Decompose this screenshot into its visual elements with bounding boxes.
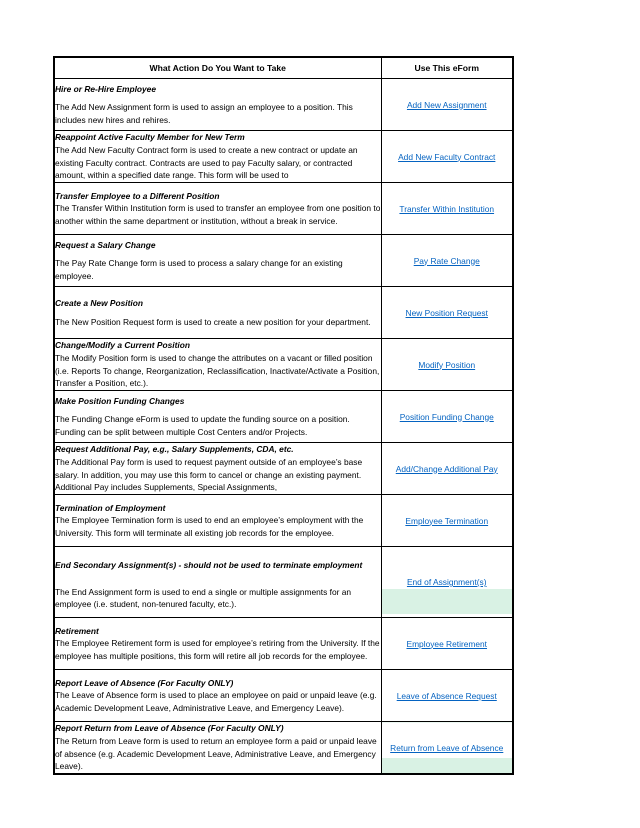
eform-link-end-of-assignments[interactable]: End of Assignment(s) [406, 577, 487, 587]
action-cell [54, 131, 381, 183]
action-title: Report Return from Leave of Absence (For Faculty ONLY) [55, 723, 284, 734]
action-description: The Employee Retirement form is used for employee’s retiring from the University. If the employee has multiple positions, this form will retire all job records for the employee. [55, 638, 380, 661]
action-cell [54, 443, 381, 495]
eform-cell [381, 722, 513, 775]
action-title: Report Leave of Absence (For Faculty ONLY) [55, 677, 234, 688]
action-cell [54, 183, 381, 235]
action-cell [54, 235, 381, 287]
action-cell [54, 287, 381, 339]
action-description: The Add New Faculty Contract form is used to create a new contract or update an existing Faculty contract. Contracts are used to pay Faculty salary, or contracted amount, within a specified date range. This form will be used to [55, 144, 358, 181]
action-description: The Funding Change eForm is used to update the funding source on a position. Funding can be split between multiple Cost Centers and/or Projects. [55, 414, 350, 437]
action-description: The Return from Leave form is used to return an employee form a paid or unpaid leave of absence (e.g. Academic Development Leave, Administrative Leave, and Emergency Leave). [55, 735, 377, 772]
eform-cell [381, 391, 513, 443]
table-row [54, 443, 513, 495]
action-description: The New Position Request form is used to create a new position for your department. [55, 316, 371, 327]
eform-cell [381, 443, 513, 495]
table-row [54, 722, 513, 775]
eform-link-position-funding-change[interactable]: Position Funding Change [399, 411, 494, 422]
eform-cell [381, 235, 513, 287]
action-title: Reappoint Active Faculty Member for New Term [55, 132, 245, 143]
highlight-fill [382, 589, 513, 614]
table-row [54, 618, 513, 670]
eform-link-return-from-leave-of-absence[interactable]: Return from Leave of Absence [390, 742, 504, 753]
action-title: Termination of Employment [55, 502, 166, 513]
action-title: Transfer Employee to a Different Position [55, 190, 220, 201]
eform-cell [381, 618, 513, 670]
action-column-header: What Action Do You Want to Take [54, 57, 381, 79]
table-row [54, 547, 513, 618]
eform-guide-table [53, 56, 514, 775]
table-row [54, 287, 513, 339]
eform-cell [381, 339, 513, 391]
table-row [54, 339, 513, 391]
table-row [54, 131, 513, 183]
eform-cell [381, 79, 513, 131]
eform-cell [381, 547, 513, 618]
table-row [54, 670, 513, 722]
eform-link-leave-of-absence-request[interactable]: Leave of Absence Request [396, 690, 497, 701]
eform-link-pay-rate-change[interactable]: Pay Rate Change [413, 255, 480, 266]
eform-link-employee-retirement[interactable]: Employee Retirement [406, 638, 488, 649]
action-cell [54, 79, 381, 131]
table-row [54, 495, 513, 547]
action-description: The End Assignment form is used to end a single or multiple assignments for an employee (i.e. student, non-tenured faculty, etc.). [55, 586, 352, 610]
eform-cell [381, 495, 513, 547]
action-description: The Employee Termination form is used to end an employee’s employment with the University. This form will terminate all existing job records for the employee. [55, 515, 364, 538]
action-title: Change/Modify a Current Position [55, 340, 190, 351]
action-title: Request a Salary Change [55, 239, 156, 250]
action-title: End Secondary Assignment(s) - should not be used to terminate employment [55, 560, 363, 571]
eform-link-transfer-within-institution[interactable]: Transfer Within Institution [399, 203, 495, 214]
eform-cell [381, 287, 513, 339]
action-cell [54, 618, 381, 670]
action-cell [54, 670, 381, 722]
action-description: The Add New Assignment form is used to assign an employee to a position. This includes new hires and rehires. [55, 102, 353, 125]
table-row [54, 79, 513, 131]
action-description: The Additional Pay form is used to request payment outside of an employee’s base salary. In addition, you may use this form to cancel or change an existing payment. Additional Pay includes Supplements, Special Assignments, [55, 456, 363, 493]
eform-link-add-new-assignment[interactable]: Add New Assignment [406, 99, 487, 110]
table-row [54, 183, 513, 235]
eform-link-new-position-request[interactable]: New Position Request [405, 307, 488, 318]
action-cell [54, 339, 381, 391]
header-row [54, 57, 513, 79]
eform-link-add-change-additional-pay[interactable]: Add/Change Additional Pay [395, 463, 498, 474]
eform-column-header: Use This eForm [381, 57, 513, 79]
action-description: The Modify Position form is used to change the attributes on a vacant or filled position (i.e. Reports To change, Reorganization, Reclassification, Inactivate/Activate a Position, Transfer a Position, etc.). [55, 352, 380, 389]
action-cell [54, 391, 381, 443]
action-description: The Transfer Within Institution form is used to transfer an employee from one position to another within the same department or institution, without a break in service. [55, 203, 381, 226]
eform-cell [381, 183, 513, 235]
action-title: Create a New Position [55, 297, 143, 308]
action-title: Hire or Re-Hire Employee [55, 83, 156, 94]
eform-link-add-new-faculty-contract[interactable]: Add New Faculty Contract [398, 151, 496, 162]
action-title: Make Position Funding Changes [55, 395, 185, 406]
action-description: The Leave of Absence form is used to place an employee on paid or unpaid leave (e.g. Academic Development Leave, Administrative Leave, and Emergency Leave). [55, 690, 377, 713]
action-title: Request Additional Pay, e.g., Salary Supplements, CDA, etc. [55, 444, 294, 455]
eform-link-employee-termination[interactable]: Employee Termination [405, 515, 489, 526]
eform-link-modify-position[interactable]: Modify Position [418, 359, 476, 370]
action-title: Retirement [55, 625, 99, 636]
action-cell [54, 547, 381, 618]
action-cell [54, 495, 381, 547]
action-cell [54, 722, 381, 775]
table-row [54, 235, 513, 287]
eform-cell [381, 670, 513, 722]
table-row [54, 391, 513, 443]
eform-cell [381, 131, 513, 183]
action-description: The Pay Rate Change form is used to process a salary change for an existing employee. [55, 258, 343, 281]
